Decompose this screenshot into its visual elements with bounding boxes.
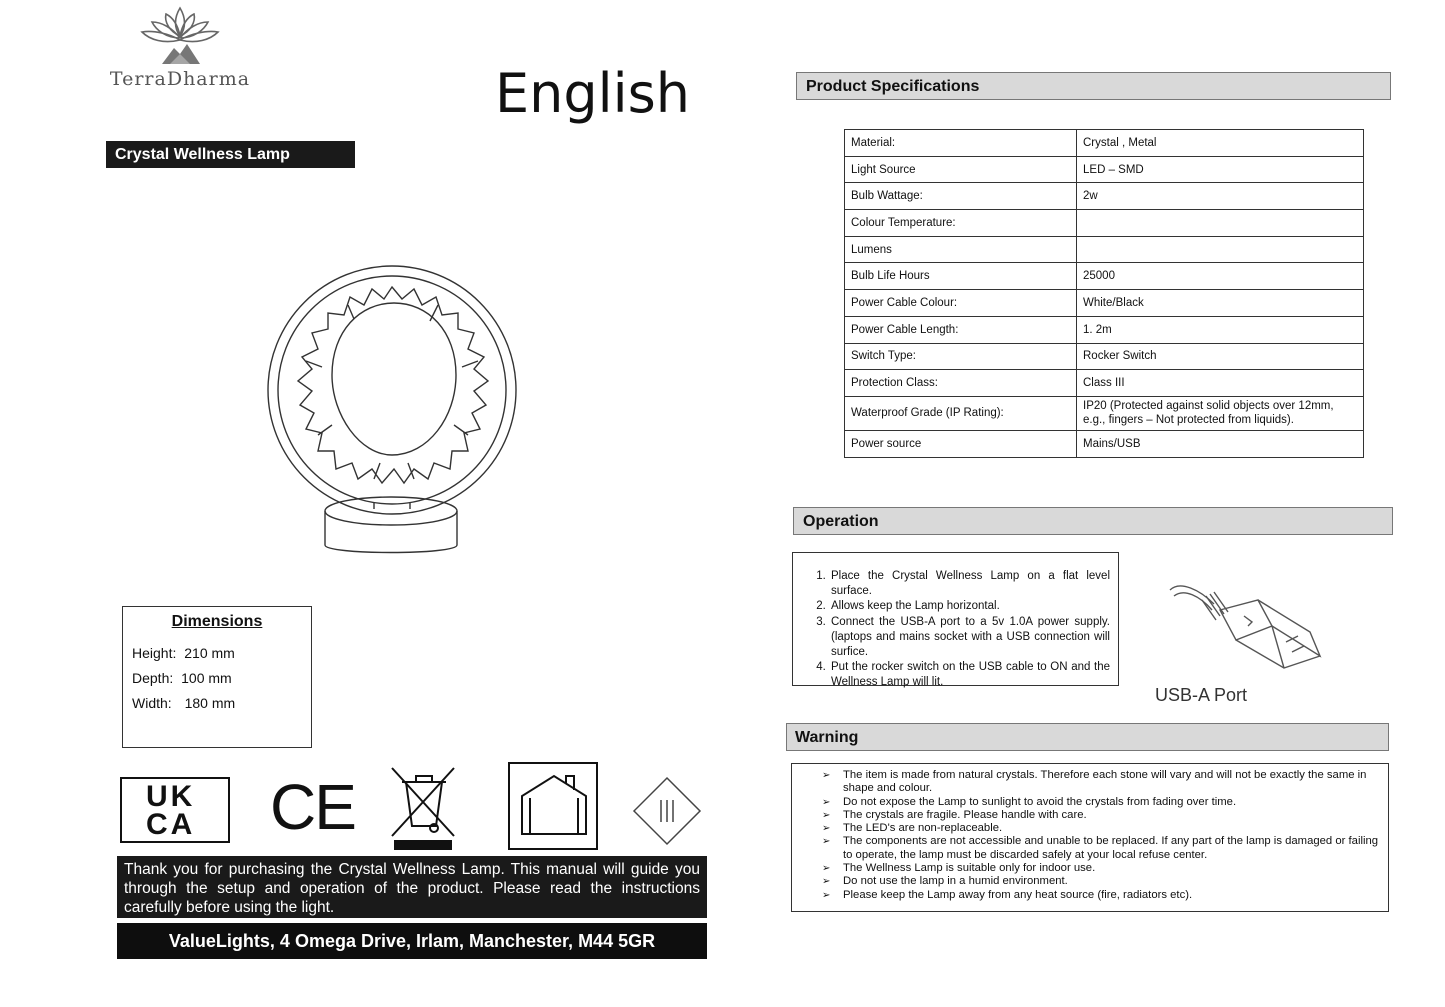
operation-steps (807, 569, 1110, 691)
company-address: ValueLights, 4 Omega Drive, Irlam, Manchester, M44 5GR (117, 923, 707, 959)
spec-label: Switch Type: (845, 343, 1077, 370)
list-item: ➢ The Wellness Lamp is suitable only for indoor use. (800, 862, 1380, 875)
dimension-value: 180 mm (184, 695, 236, 711)
table-row (845, 343, 1364, 370)
brand-logo (100, 4, 260, 90)
table-row (845, 130, 1364, 157)
warning-list (800, 769, 1380, 902)
spec-label: Bulb Wattage: (845, 183, 1077, 210)
usb-port-label: USB-A Port (1155, 685, 1248, 705)
spec-value: LED – SMD (1077, 156, 1364, 183)
spec-value (1077, 236, 1364, 263)
list-item: 2. Allows keep the Lamp horizontal. (829, 599, 1110, 614)
language-title: English (495, 62, 690, 125)
list-item: ➢ Please keep the Lamp away from any heat source (fire, radiators etc). (800, 889, 1380, 902)
spec-value: 2w (1077, 183, 1364, 210)
list-item: ➢ The item is made from natural crystals. Therefore each stone will vary and will not be exactly the same in shape and colour. (800, 769, 1380, 796)
dimension-value: 100 mm (181, 670, 232, 686)
specifications-table (844, 129, 1364, 458)
table-row (845, 236, 1364, 263)
spec-value: Mains/USB (1077, 430, 1364, 457)
thank-you-message: Thank you for purchasing the Crystal Wellness Lamp. This manual will guide you through the setup and operation of the product. Please read the instructions carefully before using the light. (117, 856, 707, 918)
brand-name: TerraDharma (109, 68, 251, 90)
table-row (845, 183, 1364, 210)
spec-value: 25000 (1077, 263, 1364, 290)
table-row (845, 316, 1364, 343)
table-row (845, 290, 1364, 317)
table-row (845, 430, 1364, 457)
table-row (845, 396, 1364, 430)
spec-value: Rocker Switch (1077, 343, 1364, 370)
specifications-heading: Product Specifications (796, 72, 1391, 100)
product-title: Crystal Wellness Lamp (106, 141, 355, 168)
spec-label: Waterproof Grade (IP Rating): (845, 396, 1077, 430)
operation-steps-box (792, 552, 1119, 689)
operation-heading: Operation (793, 507, 1393, 535)
spec-value (1077, 210, 1364, 237)
list-item: ➢ The LED's are non-replaceable. (800, 822, 1380, 835)
dimension-label: Depth: (132, 670, 174, 686)
list-item: ➢ The components are not accessible and unable to be replaced. If any part of the lamp is damaged or failing to operate, the lamp must be discarded safely at your local refuse center. (800, 835, 1380, 862)
list-item: 1. Place the Crystal Wellness Lamp on a flat level surface. (829, 569, 1110, 599)
ukca-mark-icon (120, 777, 230, 843)
dimension-row (132, 695, 302, 711)
spec-label: Protection Class: (845, 370, 1077, 397)
certification-marks (118, 762, 718, 852)
usb-connector-icon (1160, 570, 1330, 680)
dimensions-title: Dimensions (171, 613, 263, 630)
ce-mark-icon: CE (270, 771, 355, 843)
ukca-line2: CA (146, 808, 196, 841)
dimension-label: Width: (132, 695, 172, 711)
warning-list-box (791, 763, 1389, 912)
dimension-row (132, 670, 302, 686)
list-item: ➢ Do not expose the Lamp to sunlight to avoid the crystals from fading over time. (800, 796, 1380, 809)
warning-heading: Warning (786, 723, 1389, 751)
list-item: ➢ Do not use the lamp in a humid environment. (800, 875, 1380, 888)
table-row (845, 263, 1364, 290)
spec-label: Light Source (845, 156, 1077, 183)
dimension-value: 210 mm (184, 645, 235, 661)
table-row (845, 156, 1364, 183)
dimension-row (132, 645, 302, 661)
spec-value: IP20 (Protected against solid objects over 12mm, e.g., fingers – Not protected from liquids). (1077, 396, 1364, 430)
spec-value: Crystal , Metal (1077, 130, 1364, 157)
lotus-mountain-icon (140, 4, 220, 66)
spec-label: Bulb Life Hours (845, 263, 1077, 290)
spec-label: Power Cable Length: (845, 316, 1077, 343)
class-iii-icon (632, 776, 702, 846)
dimensions-box (122, 606, 312, 748)
indoor-use-icon (508, 762, 598, 850)
list-item: 3. Connect the USB-A port to a 5v 1.0A power supply. (laptops and mains socket with a USB connection will surfice. (829, 615, 1110, 661)
spec-label: Power source (845, 430, 1077, 457)
spec-label: Lumens (845, 236, 1077, 263)
table-row (845, 210, 1364, 237)
spec-value: Class III (1077, 370, 1364, 397)
spec-label: Colour Temperature: (845, 210, 1077, 237)
spec-value: White/Black (1077, 290, 1364, 317)
spec-label: Power Cable Colour: (845, 290, 1077, 317)
list-item: 4. Put the rocker switch on the USB cable to ON and the Wellness Lamp will lit. (829, 660, 1110, 690)
crystal-lamp-illustration (262, 265, 524, 565)
spec-value: 1. 2m (1077, 316, 1364, 343)
weee-bin-icon (388, 764, 458, 850)
dimension-label: Height: (132, 645, 177, 661)
list-item: ➢ The crystals are fragile. Please handle with care. (800, 809, 1380, 822)
spec-label: Material: (845, 130, 1077, 157)
ukca-line1: UK (146, 780, 196, 813)
table-row (845, 370, 1364, 397)
